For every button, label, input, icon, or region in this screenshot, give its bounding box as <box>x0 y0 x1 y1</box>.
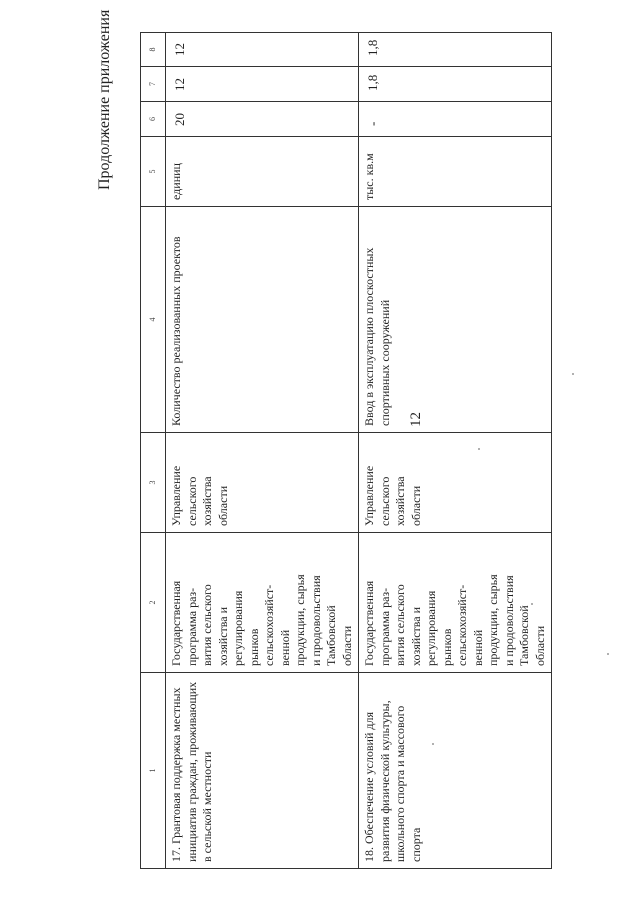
page-number: 12 <box>408 412 424 427</box>
indicators-table <box>140 32 552 869</box>
column-number: 8 <box>141 33 166 67</box>
column-number: 4 <box>141 207 166 433</box>
column-number-row <box>141 33 166 869</box>
table-row <box>359 33 552 869</box>
program-cell: Государственная программа раз- вития сельского хозяйства и регулирования рынков сельскохозяйст- венной продукции, сырья и продовольствия Тамбовской области <box>166 533 359 673</box>
measure-cell: 17. Грантовая поддержка местных инициатив граждан, проживающих в сельской местности <box>166 673 359 869</box>
column-number: 1 <box>141 673 166 869</box>
value-cell-col7: 1,8 <box>359 67 552 102</box>
indicator-cell: Количество реализованных проектов <box>166 207 359 433</box>
column-number: 3 <box>141 433 166 533</box>
unit-cell: единиц <box>166 137 359 207</box>
continuation-label: Продолжение приложения <box>96 9 113 190</box>
value-cell-col8: 12 <box>166 33 359 67</box>
table-row <box>166 33 359 869</box>
column-number: 6 <box>141 102 166 137</box>
value-cell-col7: 12 <box>166 67 359 102</box>
executor-cell: Управление сельского хозяйства области <box>359 433 552 533</box>
value-cell-col6: - <box>359 102 552 137</box>
executor-cell: Управление сельского хозяйства области <box>166 433 359 533</box>
program-cell: Государственная программа раз- вития сельского хозяйства и регулирования рынков сельскохозяйст- венной продукции, сырья и продовольствия Тамбовской области <box>359 533 552 673</box>
column-number: 2 <box>141 533 166 673</box>
column-number: 5 <box>141 137 166 207</box>
column-number: 7 <box>141 67 166 102</box>
value-cell-col6: 20 <box>166 102 359 137</box>
unit-cell: тыс. кв.м <box>359 137 552 207</box>
measure-cell: 18. Обеспечение условий для развития физической культуры, школьного спорта и массового спорта <box>359 673 552 869</box>
value-cell-col8: 1,8 <box>359 33 552 67</box>
indicator-cell: Ввод в эксплуатацию плоскостных спортивных сооружений <box>359 207 552 433</box>
